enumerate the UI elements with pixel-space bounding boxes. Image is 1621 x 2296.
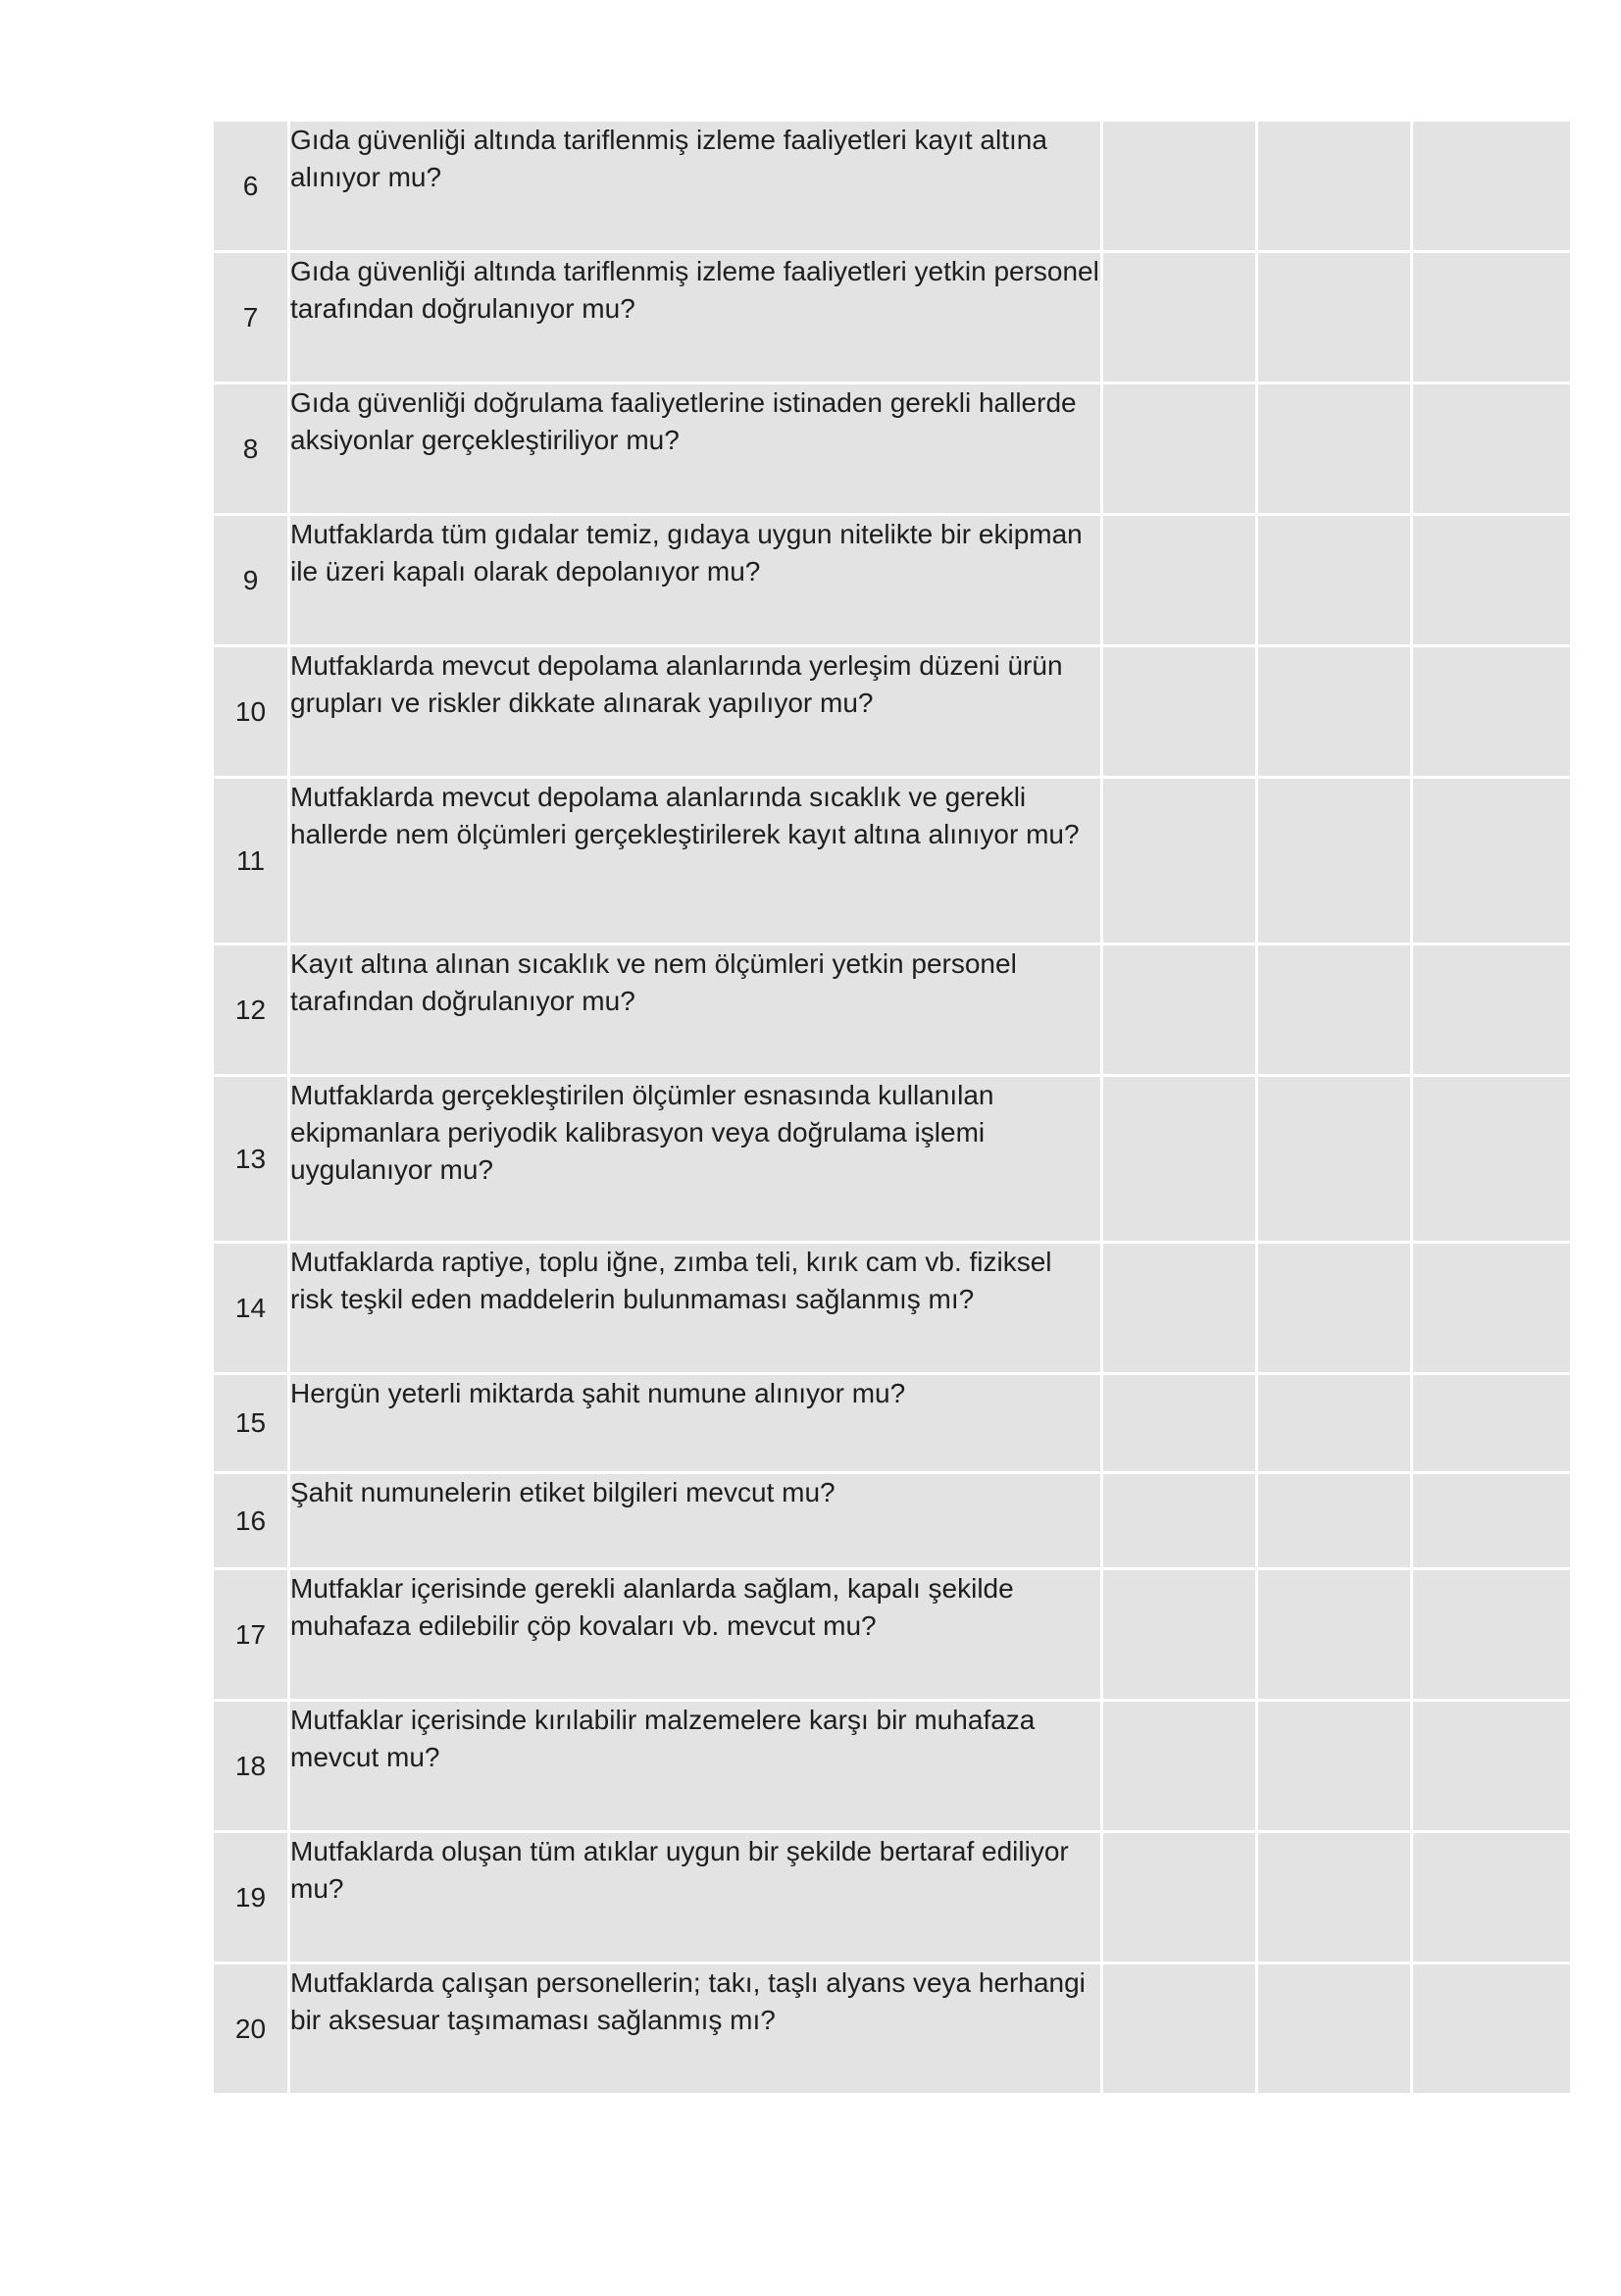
table-row — [213, 646, 1572, 778]
answer-cell[interactable] — [1412, 646, 1572, 778]
answer-cell[interactable] — [1412, 1076, 1572, 1243]
answer-cell[interactable] — [1102, 646, 1257, 778]
table-row — [213, 1701, 1572, 1832]
answer-cell[interactable] — [1412, 515, 1572, 646]
answer-cell[interactable] — [1102, 515, 1257, 646]
question-text: Mutfaklarda tüm gıdalar temiz, gıdaya uygun nitelikte bir ekipman ile üzeri kapalı olarak depolanıyor mu? — [289, 515, 1102, 646]
answer-cell[interactable] — [1102, 944, 1257, 1076]
table-row — [213, 1374, 1572, 1473]
answer-cell[interactable] — [1102, 1701, 1257, 1832]
row-number: 8 — [213, 383, 289, 515]
row-number: 15 — [213, 1374, 289, 1473]
row-number: 11 — [213, 778, 289, 944]
row-number: 17 — [213, 1569, 289, 1701]
answer-cell[interactable] — [1257, 1569, 1412, 1701]
answer-cell[interactable] — [1412, 1243, 1572, 1374]
question-text: Mutfaklar içerisinde kırılabilir malzemelere karşı bir muhafaza mevcut mu? — [289, 1701, 1102, 1832]
answer-cell[interactable] — [1412, 383, 1572, 515]
answer-cell[interactable] — [1257, 1076, 1412, 1243]
question-text: Mutfaklarda mevcut depolama alanlarında yerleşim düzeni ürün grupları ve riskler dikkate alınarak yapılıyor mu? — [289, 646, 1102, 778]
answer-cell[interactable] — [1412, 1964, 1572, 2095]
table-row — [213, 1243, 1572, 1374]
answer-cell[interactable] — [1257, 1473, 1412, 1569]
question-text: Mutfaklarda çalışan personellerin; takı, taşlı alyans veya herhangi bir aksesuar taşımaması sağlanmış mı? — [289, 1964, 1102, 2095]
question-text: Şahit numunelerin etiket bilgileri mevcut mu? — [289, 1473, 1102, 1569]
answer-cell[interactable] — [1412, 252, 1572, 383]
answer-cell[interactable] — [1412, 944, 1572, 1076]
table-row — [213, 515, 1572, 646]
answer-cell[interactable] — [1257, 1374, 1412, 1473]
question-text: Gıda güvenliği altında tariflenmiş izleme faaliyetleri yetkin personel tarafından doğrulanıyor mu? — [289, 252, 1102, 383]
row-number: 18 — [213, 1701, 289, 1832]
answer-cell[interactable] — [1102, 1964, 1257, 2095]
answer-cell[interactable] — [1257, 1701, 1412, 1832]
row-number: 12 — [213, 944, 289, 1076]
table-row — [213, 252, 1572, 383]
table-row — [213, 1569, 1572, 1701]
table-row — [213, 121, 1572, 252]
question-text: Hergün yeterli miktarda şahit numune alınıyor mu? — [289, 1374, 1102, 1473]
answer-cell[interactable] — [1257, 1832, 1412, 1964]
question-text: Mutfaklar içerisinde gerekli alanlarda sağlam, kapalı şekilde muhafaza edilebilir çöp kovaları vb. mevcut mu? — [289, 1569, 1102, 1701]
question-text: Gıda güvenliği doğrulama faaliyetlerine istinaden gerekli hallerde aksiyonlar gerçekleştiriliyor mu? — [289, 383, 1102, 515]
answer-cell[interactable] — [1102, 1374, 1257, 1473]
answer-cell[interactable] — [1257, 383, 1412, 515]
table-row — [213, 1076, 1572, 1243]
row-number: 6 — [213, 121, 289, 252]
answer-cell[interactable] — [1102, 1076, 1257, 1243]
answer-cell[interactable] — [1412, 1473, 1572, 1569]
answer-cell[interactable] — [1412, 1569, 1572, 1701]
table-row — [213, 944, 1572, 1076]
question-text: Mutfaklarda raptiye, toplu iğne, zımba teli, kırık cam vb. fiziksel risk teşkil eden maddelerin bulunmaması sağlanmış mı? — [289, 1243, 1102, 1374]
row-number: 13 — [213, 1076, 289, 1243]
question-text: Gıda güvenliği altında tariflenmiş izleme faaliyetleri kayıt altına alınıyor mu? — [289, 121, 1102, 252]
answer-cell[interactable] — [1257, 515, 1412, 646]
row-number: 20 — [213, 1964, 289, 2095]
question-text: Kayıt altına alınan sıcaklık ve nem ölçümleri yetkin personel tarafından doğrulanıyor mu? — [289, 944, 1102, 1076]
answer-cell[interactable] — [1412, 778, 1572, 944]
row-number: 19 — [213, 1832, 289, 1964]
answer-cell[interactable] — [1102, 252, 1257, 383]
answer-cell[interactable] — [1412, 1832, 1572, 1964]
checklist-table — [211, 119, 1573, 2096]
question-text: Mutfaklarda mevcut depolama alanlarında sıcaklık ve gerekli hallerde nem ölçümleri gerçekleştirilerek kayıt altına alınıyor mu? — [289, 778, 1102, 944]
answer-cell[interactable] — [1257, 646, 1412, 778]
answer-cell[interactable] — [1412, 1374, 1572, 1473]
answer-cell[interactable] — [1257, 944, 1412, 1076]
row-number: 14 — [213, 1243, 289, 1374]
answer-cell[interactable] — [1257, 121, 1412, 252]
answer-cell[interactable] — [1102, 1243, 1257, 1374]
answer-cell[interactable] — [1412, 1701, 1572, 1832]
row-number: 7 — [213, 252, 289, 383]
answer-cell[interactable] — [1102, 1832, 1257, 1964]
question-text: Mutfaklarda oluşan tüm atıklar uygun bir şekilde bertaraf ediliyor mu? — [289, 1832, 1102, 1964]
answer-cell[interactable] — [1257, 1243, 1412, 1374]
row-number: 16 — [213, 1473, 289, 1569]
answer-cell[interactable] — [1102, 121, 1257, 252]
table-row — [213, 383, 1572, 515]
answer-cell[interactable] — [1102, 1473, 1257, 1569]
question-text: Mutfaklarda gerçekleştirilen ölçümler esnasında kullanılan ekipmanlara periyodik kalibrasyon veya doğrulama işlemi uygulanıyor mu? — [289, 1076, 1102, 1243]
answer-cell[interactable] — [1102, 1569, 1257, 1701]
answer-cell[interactable] — [1257, 778, 1412, 944]
table-row — [213, 778, 1572, 944]
answer-cell[interactable] — [1412, 121, 1572, 252]
table-row — [213, 1473, 1572, 1569]
table-row — [213, 1832, 1572, 1964]
answer-cell[interactable] — [1257, 252, 1412, 383]
table-row — [213, 1964, 1572, 2095]
answer-cell[interactable] — [1102, 778, 1257, 944]
row-number: 9 — [213, 515, 289, 646]
answer-cell[interactable] — [1257, 1964, 1412, 2095]
row-number: 10 — [213, 646, 289, 778]
answer-cell[interactable] — [1102, 383, 1257, 515]
